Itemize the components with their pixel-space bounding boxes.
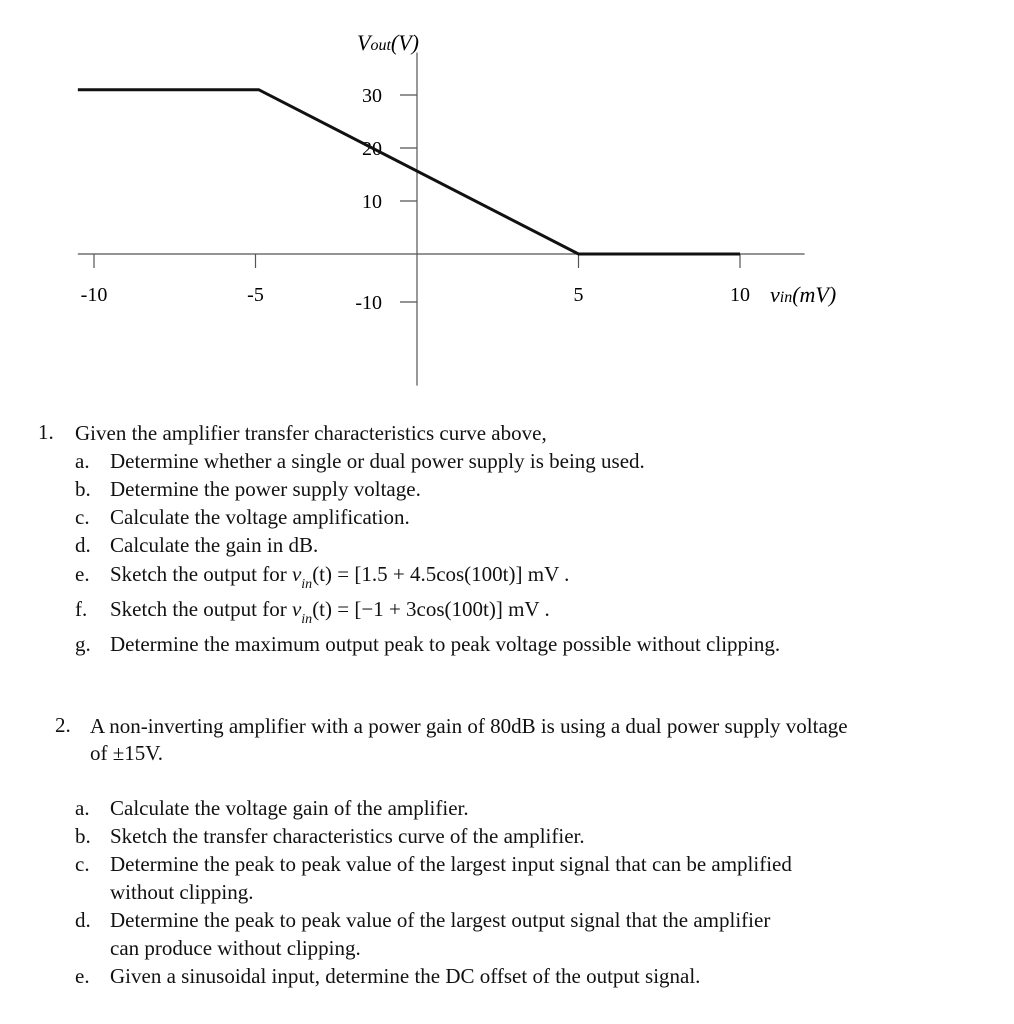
- q2-item-d-letter: d.: [75, 908, 91, 932]
- q2-intro-line2: of ±15V.: [90, 741, 163, 765]
- q1-item-g-letter: g.: [75, 632, 91, 656]
- q1-item-e-text: Sketch the output for: [110, 562, 287, 586]
- q1-item-f-expression: $v_{in}(t) = [-1 + 3\cos(100t)]$ mV .: [291, 597, 550, 627]
- x-axis-title: vin(mV): [770, 282, 837, 307]
- q1-item-f-letter: f.: [75, 597, 88, 621]
- q2-item-d-cont: can produce without clipping.: [110, 936, 361, 960]
- transfer-curve: [78, 90, 740, 254]
- q1-item-e-letter: e.: [75, 562, 90, 586]
- q2-item-a: Calculate the voltage gain of the amplifier.: [110, 796, 469, 820]
- q2-item-c-letter: c.: [75, 852, 90, 876]
- q2-item-d: Determine the peak to peak value of the largest output signal that the amplifier: [110, 908, 771, 932]
- q2-number: 2.: [55, 713, 71, 737]
- q1-number: 1.: [38, 420, 54, 444]
- chart-ticks: [81, 85, 750, 314]
- q2-item-c-cont: without clipping.: [110, 880, 254, 904]
- q1-item-f-text: Sketch the output for: [110, 597, 287, 621]
- q2-item-b-letter: b.: [75, 824, 91, 848]
- x-tick-label: -10: [80, 284, 108, 306]
- y-tick-label: -10: [355, 292, 382, 314]
- q1-item-a-letter: a.: [75, 449, 90, 473]
- y-tick-label: 20: [362, 138, 382, 160]
- q2-item-c: Determine the peak to peak value of the largest input signal that can be amplified: [110, 852, 792, 876]
- q2-item-b: Sketch the transfer characteristics curve of the amplifier.: [110, 824, 585, 848]
- q1-item-b-letter: b.: [75, 477, 91, 501]
- y-tick-label: 30: [362, 85, 382, 107]
- q1-item-e: [110, 561, 569, 591]
- transfer-characteristic-chart: [0, 0, 1014, 400]
- q2-item-e: Given a sinusoidal input, determine the DC offset of the output signal.: [110, 964, 701, 988]
- q2-intro-line1: A non-inverting amplifier with a power gain of 80dB is using a dual power supply voltage: [90, 714, 848, 738]
- chart-series: [78, 90, 740, 254]
- q1-item-c: Calculate the voltage amplification.: [110, 505, 410, 529]
- q2-item-a-letter: a.: [75, 796, 90, 820]
- x-tick-label: -5: [247, 284, 264, 306]
- q1-item-e-expression: $v_{in}(t) = [1.5 + 4.5\cos(100t)]$ mV .: [291, 562, 570, 592]
- x-tick-label: 5: [573, 284, 584, 306]
- y-axis-title: Vout(V): [357, 30, 419, 55]
- q2-item-e-letter: e.: [75, 964, 90, 988]
- y-tick-label: 10: [362, 191, 382, 213]
- q1-item-a: Determine whether a single or dual power supply is being used.: [110, 449, 645, 473]
- q1-item-b: Determine the power supply voltage.: [110, 477, 421, 501]
- x-tick-label: 10: [730, 284, 750, 306]
- chart-axes: [78, 53, 805, 386]
- q1-item-f: [110, 596, 550, 626]
- q1-item-d-letter: d.: [75, 533, 91, 557]
- q1-item-d: Calculate the gain in dB.: [110, 533, 319, 557]
- q1-intro: Given the amplifier transfer characteristics curve above,: [75, 421, 547, 445]
- q1-item-c-letter: c.: [75, 505, 90, 529]
- q1-item-g: Determine the maximum output peak to peak voltage possible without clipping.: [110, 632, 781, 656]
